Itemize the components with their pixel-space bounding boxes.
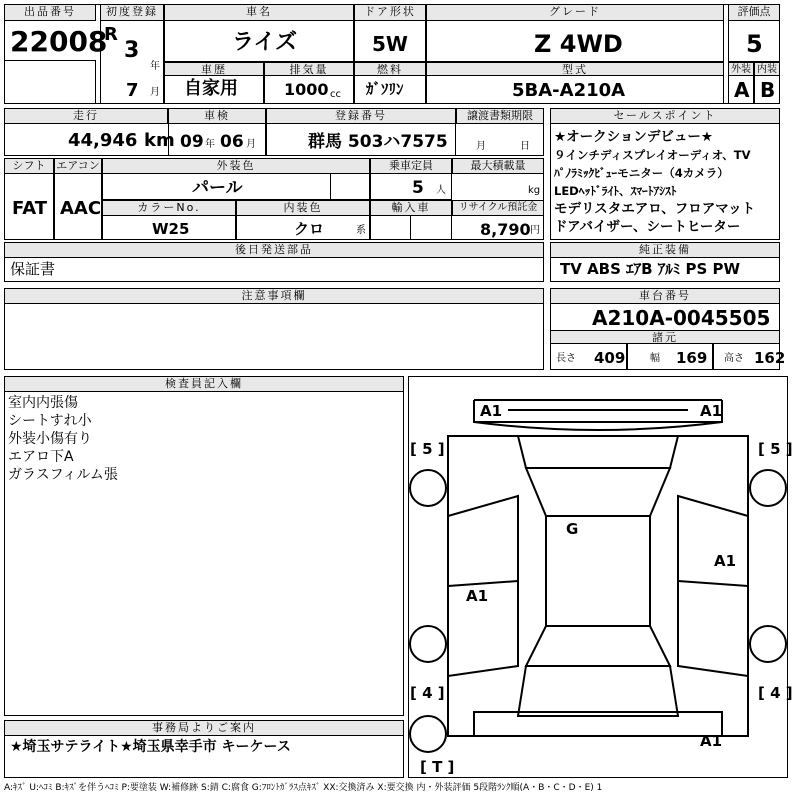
mileage: 44,946: [68, 130, 138, 151]
grade-label: グレード: [426, 4, 724, 21]
recycle-unit: 円: [530, 225, 540, 236]
displacement-unit: cc: [330, 89, 341, 100]
hood: [518, 436, 678, 468]
model: 5BA-A210A: [512, 80, 626, 101]
tire-mark-front-right: [ 5 ]: [758, 440, 793, 458]
width-label: 幅: [650, 353, 660, 364]
ext-score: A: [734, 78, 750, 102]
int-label: 内装: [754, 62, 780, 76]
transfer-day: 日: [520, 141, 530, 152]
sales-point-line: モデリスタエアロ、フロアマット: [554, 201, 756, 217]
damage-mark-a1-front-left: A1: [480, 402, 503, 420]
tire-mark-front-left: [ 5 ]: [410, 440, 445, 458]
capacity: 5: [412, 178, 424, 198]
import-divider: [410, 216, 411, 240]
fuel: ｶﾞｿﾘﾝ: [366, 80, 404, 98]
sales-point-line: ★オークションデビュー★: [554, 129, 713, 145]
recycle: 8,790: [480, 220, 531, 239]
spare-tire: [410, 716, 446, 752]
sales-points-list: [554, 128, 778, 236]
specs-label: 諸元: [550, 330, 780, 344]
import-label: 輸入車: [370, 200, 452, 216]
front-grille: [474, 410, 722, 430]
equipment-label: 純正装備: [550, 242, 780, 258]
int-color-unit: 系: [356, 225, 366, 236]
score-label: 評価点: [728, 4, 780, 21]
max-load-label: 最大積載量: [452, 158, 544, 174]
color-no-label: カラーNo.: [102, 200, 236, 216]
height: 162: [754, 349, 786, 367]
car-name: ライズ: [232, 30, 298, 55]
capacity-unit: 人: [436, 185, 446, 196]
length-label: 長さ: [556, 353, 576, 364]
sales-points-label: セールスポイント: [550, 108, 780, 124]
office-label: 事務局よりご案内: [4, 720, 404, 736]
inspector-line: シートすれ小: [8, 413, 92, 429]
ac-label: エアコン: [54, 158, 102, 174]
wheel-rear-left: [410, 626, 446, 662]
ac: AAC: [60, 198, 102, 219]
int-color-label: 内装色: [236, 200, 370, 216]
car-damage-diagram: [408, 376, 793, 778]
int-score: B: [760, 78, 776, 102]
reg-month: 7: [126, 80, 139, 101]
reg-no: 群馬 503ハ7575: [308, 132, 448, 152]
transfer-label: 譲渡書類期限: [456, 108, 544, 124]
office-value: ★埼玉サテライト★埼玉県幸手市 キーケース: [10, 739, 291, 755]
notes-label: 注意事項欄: [4, 288, 544, 304]
lot-no: 22008: [10, 25, 108, 58]
specs-div1: [626, 344, 628, 370]
shift-label: シフト: [4, 158, 54, 174]
chassis-label: 車台番号: [550, 288, 780, 304]
transfer-month: 月: [476, 141, 486, 152]
inspection-year: 09: [180, 132, 204, 152]
era: R: [104, 24, 118, 45]
displacement-label: 排気量: [264, 62, 354, 76]
rear-window: [526, 626, 670, 666]
door-label: ドア形状: [354, 4, 426, 21]
door: 5W: [372, 32, 408, 56]
chassis-value: A210A-0045505: [592, 306, 771, 330]
displacement: 1000: [284, 80, 329, 99]
score: 5: [746, 30, 763, 58]
trunk: [518, 666, 678, 716]
ext-label: 外装: [728, 62, 754, 76]
wheel-front-left: [410, 470, 446, 506]
equipment-value: TV ABS ｴｱB ｱﾙﾐ PS PW: [560, 260, 741, 278]
height-label: 高さ: [724, 353, 744, 364]
mileage-label: 走行: [4, 108, 168, 124]
legend: A:ｷｽﾞ U:ﾍｺﾐ B:ｷｽﾞを伴うﾍｺﾐ P:要塗装 W:補修跡 S:錆 C:腐食 G:ﾌﾛﾝﾄｶﾞﾗｽ点ｷｽﾞ XX:交換済み X:要交換 内・外装評価 5段階ﾗﾝｸ順(A・B・C・D・E) 1: [4, 783, 603, 793]
inspection-month-unit: 月: [246, 139, 256, 150]
first-reg-label: 初度登録: [100, 4, 164, 21]
damage-mark-a1-front-right: A1: [700, 402, 723, 420]
capacity-label: 乗車定員: [370, 158, 452, 174]
inspector-line: ガラスフィルム張: [8, 467, 118, 483]
lot-no-lower: [4, 60, 96, 104]
damage-mark-a1-rear-bumper: A1: [700, 732, 723, 750]
windshield: [526, 468, 670, 516]
roof: [546, 516, 650, 626]
specs-div2: [712, 344, 714, 370]
mileage-unit: km: [144, 130, 175, 151]
history: 自家用: [184, 78, 238, 99]
tire-mark-rear-left: [ 4 ]: [410, 684, 445, 702]
sales-point-line: ﾊﾟﾉﾗﾐｯｸﾋﾞｭｰモニター（4カメラ）: [554, 166, 729, 180]
fuel-label: 燃料: [354, 62, 426, 76]
model-label: 型式: [426, 62, 724, 76]
reg-year: 3: [124, 38, 140, 63]
reg-year-unit: 年: [150, 61, 160, 72]
wheel-rear-right: [750, 626, 786, 662]
inspection-label: 車検: [168, 108, 266, 124]
tire-mark-rear-right: [ 4 ]: [758, 684, 793, 702]
door-line-left: [448, 581, 518, 586]
body-outline: [448, 436, 748, 736]
ext-color-label: 外装色: [102, 158, 370, 174]
damage-mark-a1-left-door: A1: [466, 587, 489, 605]
shift: FAT: [12, 198, 48, 219]
inspection-month: 06: [220, 132, 244, 152]
inspection-year-unit: 年: [205, 139, 215, 150]
inspector-line: 外装小傷有り: [8, 431, 92, 447]
parts-label: 後日発送部品: [4, 242, 544, 258]
parts-box: [4, 242, 544, 282]
sales-point-line: ドアバイザー、シートヒーター: [554, 219, 741, 235]
damage-mark-g-windshield: G: [566, 520, 579, 538]
inspector-line: エアロ下A: [8, 449, 74, 465]
damage-mark-a1-right-door: A1: [714, 552, 737, 570]
tire-mark-spare: [ T ]: [420, 758, 455, 776]
inspector-lines: [8, 394, 118, 484]
max-load-unit: kg: [528, 185, 541, 196]
inspector-label: 検査員記入欄: [4, 376, 404, 392]
inspector-line: 室内内張傷: [8, 395, 78, 411]
car-name-label: 車名: [164, 4, 354, 21]
ext-color-divider: [330, 174, 370, 200]
sales-point-line: ９インチディスプレイオーディオ、TV: [554, 148, 751, 162]
int-color: クロ: [294, 220, 325, 238]
reg-no-label: 登録番号: [266, 108, 456, 124]
color-no: W25: [152, 220, 190, 238]
grade: Z 4WD: [534, 30, 623, 58]
width: 169: [676, 349, 708, 367]
sales-point-line: LEDﾍｯﾄﾞﾗｲﾄ、ｽﾏｰﾄｱｼｽﾄ: [554, 184, 677, 198]
length: 409: [594, 349, 626, 367]
reg-month-unit: 月: [150, 87, 160, 98]
parts-value: 保証書: [10, 260, 56, 278]
ext-color: パール: [192, 178, 243, 198]
recycle-label: リサイクル預託金: [452, 200, 544, 216]
wheel-front-right: [750, 470, 786, 506]
import-box: [370, 200, 452, 240]
notes-box: [4, 288, 544, 370]
door-line-right: [678, 581, 748, 586]
lot-no-label: 出品番号: [4, 4, 96, 21]
history-label: 車歴: [164, 62, 264, 76]
